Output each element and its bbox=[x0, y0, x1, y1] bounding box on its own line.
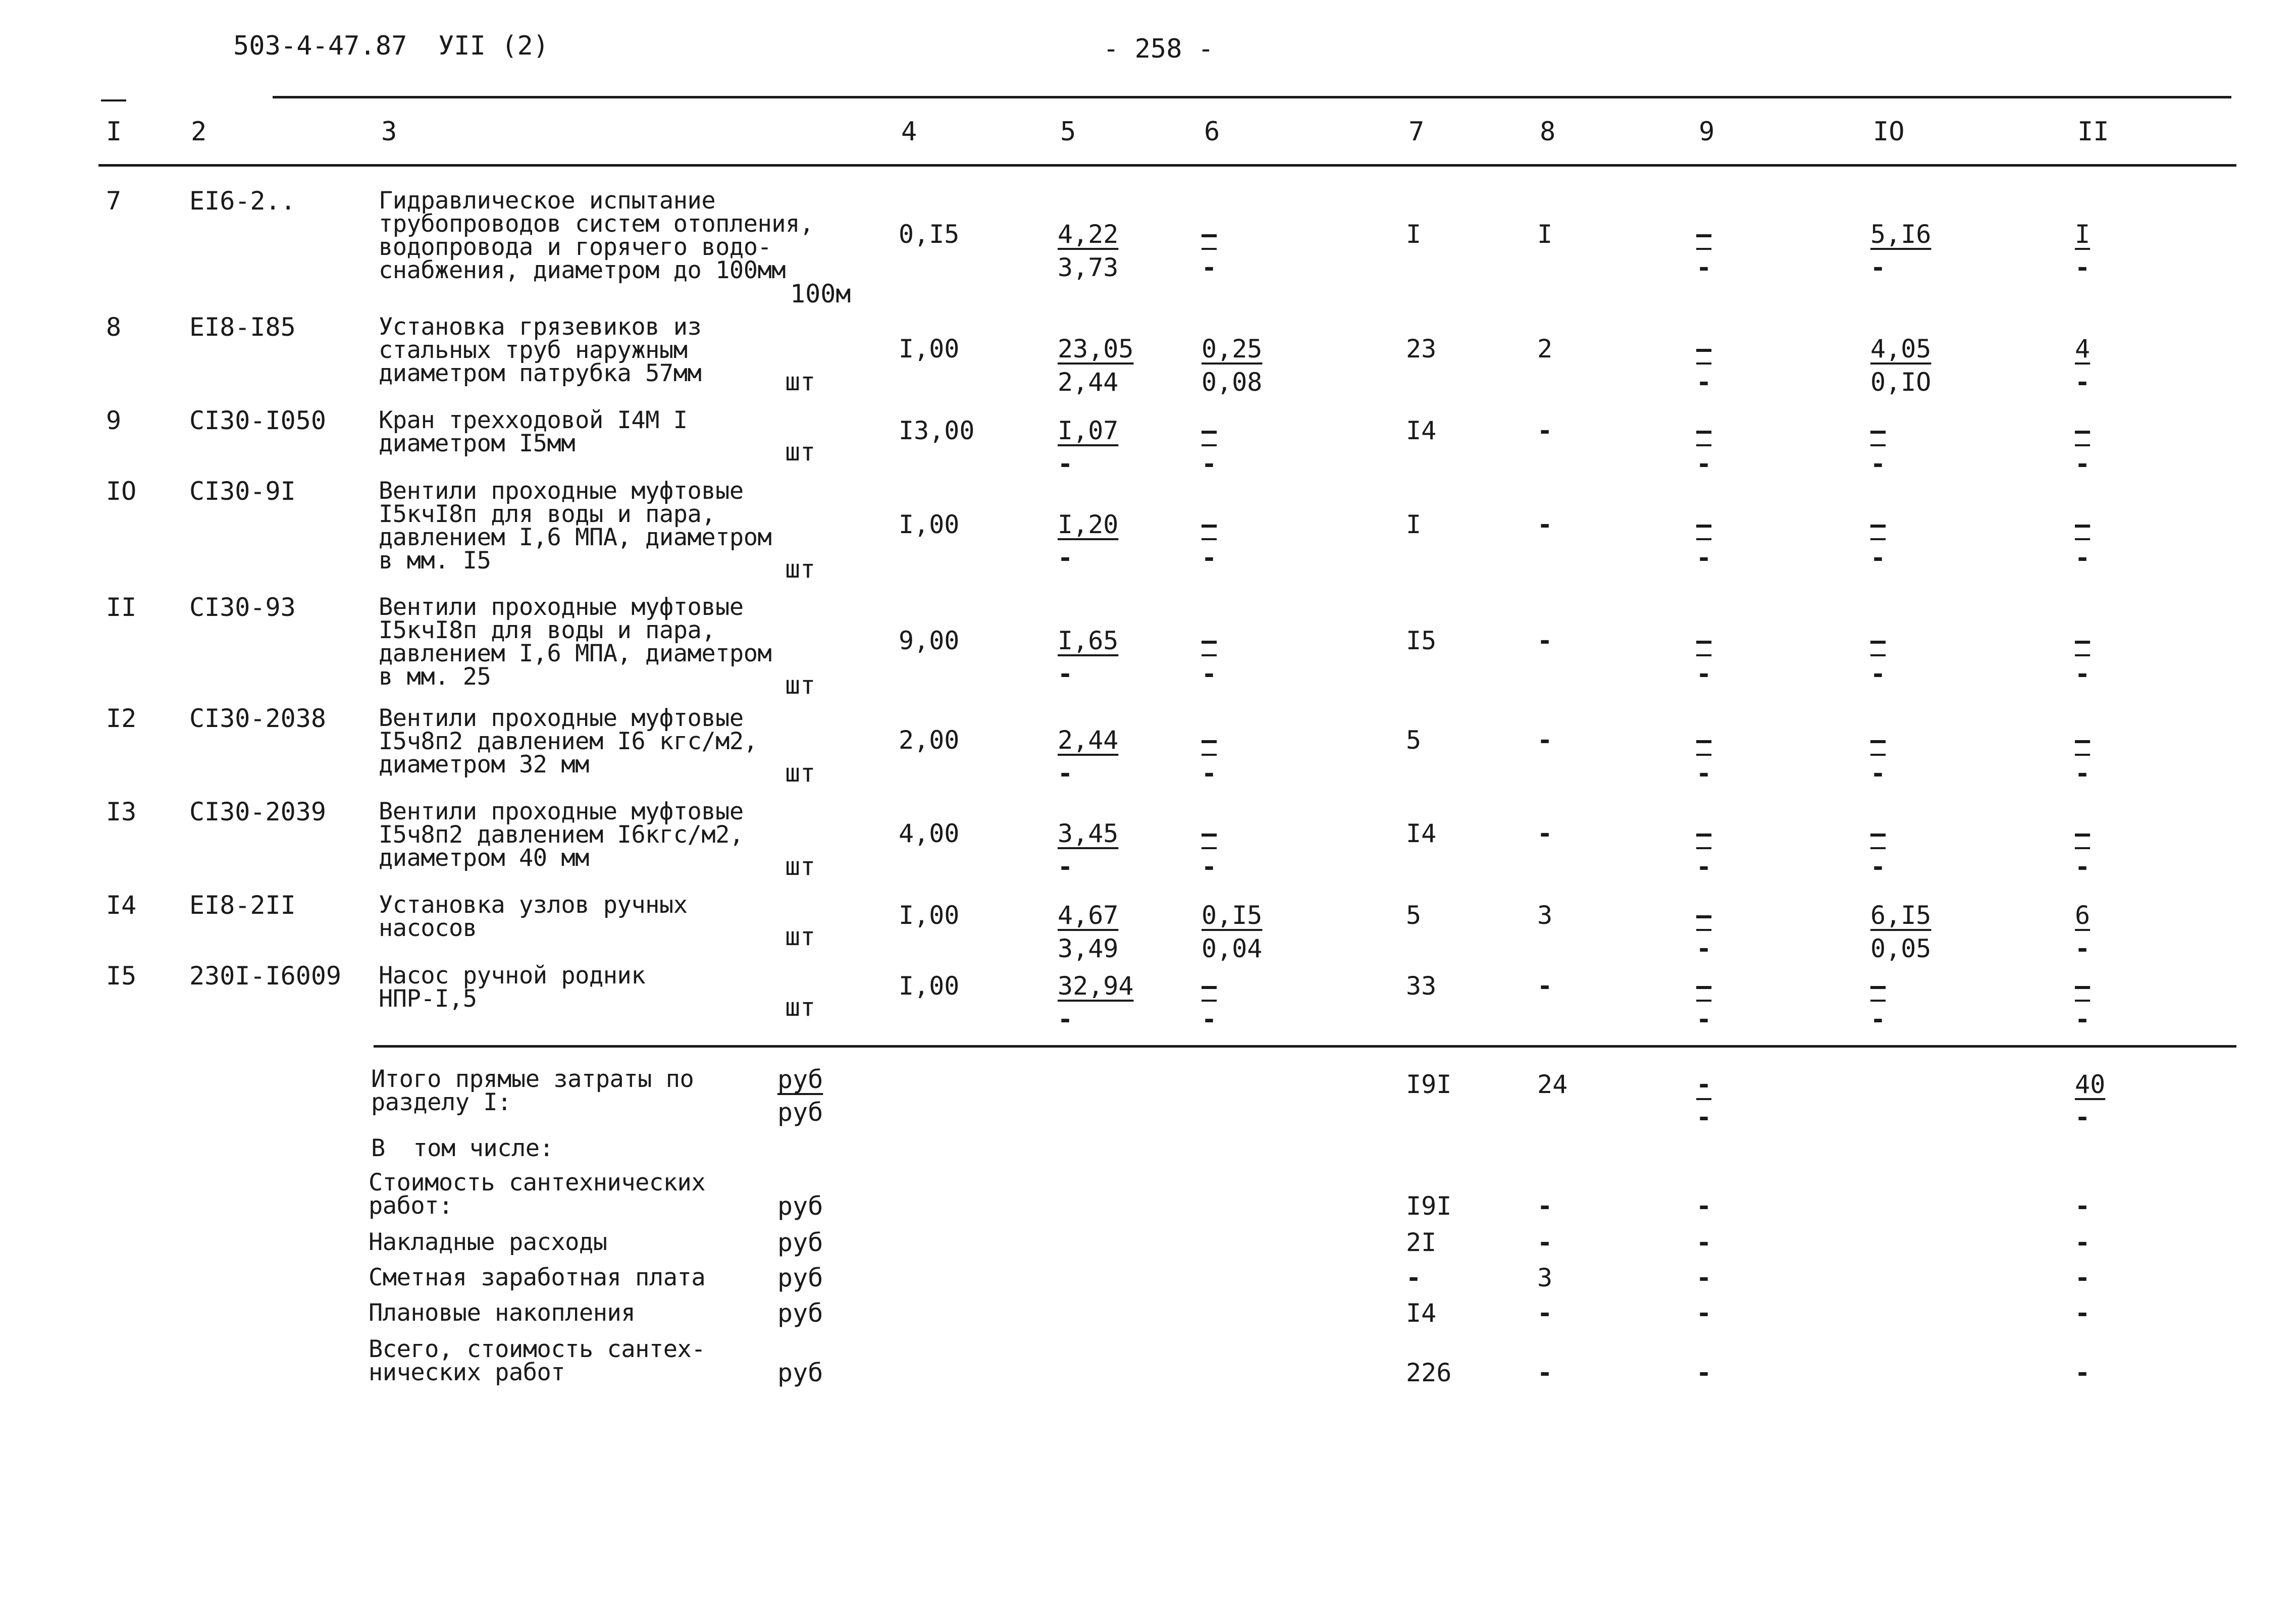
col9-value-top: – bbox=[1696, 626, 1712, 655]
row-number: I3 bbox=[106, 797, 137, 826]
unit-of-measure: шт bbox=[785, 437, 816, 466]
machine-cost-bottom: 0,08 bbox=[1202, 368, 1263, 397]
work-description: Установка узлов ручных насосов bbox=[379, 891, 688, 942]
work-description: Кран трехходовой I4М I диаметром I5мм bbox=[379, 406, 688, 457]
summary-label: Стоимость сантехнических работ: bbox=[369, 1169, 706, 1220]
col11-value-bottom: - bbox=[2075, 852, 2091, 881]
wage-cost: - bbox=[1537, 510, 1553, 539]
total-cost: 23 bbox=[1406, 334, 1437, 363]
summary-col7: 2I bbox=[1406, 1228, 1437, 1257]
col9-value-bottom: - bbox=[1696, 659, 1712, 689]
unit-of-measure: шт bbox=[785, 670, 816, 700]
row-number: IO bbox=[106, 477, 137, 506]
summary-label: Всего, стоимость сантех- нических работ bbox=[369, 1335, 706, 1386]
wage-cost: - bbox=[1537, 819, 1553, 848]
row-number: I2 bbox=[106, 704, 137, 733]
col11-value-bottom: - bbox=[2075, 449, 2091, 479]
unit-cost-bottom: - bbox=[1058, 449, 1073, 479]
summary-col11: - bbox=[2075, 1263, 2091, 1292]
col9-value-top: – bbox=[1696, 510, 1712, 539]
wage-cost: - bbox=[1537, 416, 1553, 445]
unit-cost-top: 32,94 bbox=[1058, 971, 1134, 1001]
machine-cost-top: – bbox=[1202, 510, 1217, 539]
summary-col11: - bbox=[2075, 1299, 2091, 1328]
col10-value-bottom: 0,05 bbox=[1870, 934, 1932, 963]
col11-value-top: – bbox=[2075, 416, 2091, 445]
summary-col11: - bbox=[2075, 1358, 2091, 1387]
machine-cost-bottom: - bbox=[1202, 1005, 1217, 1034]
rate-code: CI30-93 bbox=[189, 593, 296, 622]
machine-cost-top: – bbox=[1202, 971, 1217, 1001]
machine-cost-top: – bbox=[1202, 819, 1217, 848]
summary-label: Накладные расходы bbox=[369, 1228, 607, 1256]
summary-col9: - bbox=[1696, 1358, 1712, 1387]
col11-value-top: – bbox=[2075, 510, 2091, 539]
summary-col11: - bbox=[2075, 1228, 2091, 1257]
work-description: Вентили проходные муфтовые I5ч8п2 давлением I6 кгс/м2, диаметром 32 мм bbox=[379, 704, 758, 778]
unit-cost-bottom: 2,44 bbox=[1058, 368, 1119, 397]
quantity: I,00 bbox=[899, 510, 960, 539]
total-cost: I bbox=[1406, 220, 1422, 249]
rate-code: EI6-2.. bbox=[189, 186, 296, 216]
unit-cost-bottom: - bbox=[1058, 1005, 1073, 1034]
wage-cost: 3 bbox=[1537, 901, 1553, 930]
col9-value-bottom: - bbox=[1696, 543, 1712, 573]
machine-cost-bottom: - bbox=[1202, 659, 1217, 689]
totals-unit-top: руб bbox=[777, 1065, 823, 1094]
summary-label: Плановые накопления bbox=[369, 1299, 636, 1327]
unit-of-measure: шт bbox=[785, 922, 816, 951]
col10-value-top: – bbox=[1870, 416, 1886, 445]
rate-code: CI30-2038 bbox=[189, 704, 326, 733]
col11-value-top: – bbox=[2075, 626, 2091, 655]
totals-col9-bottom: - bbox=[1696, 1103, 1712, 1132]
column-header-6: 6 bbox=[1204, 117, 1220, 147]
col11-value-bottom: - bbox=[2075, 543, 2091, 573]
wage-cost: - bbox=[1537, 626, 1553, 655]
col9-value-top: – bbox=[1696, 220, 1712, 249]
unit-cost-bottom: 3,73 bbox=[1058, 253, 1119, 282]
work-description: Вентили проходные муфтовые I5кчI8п для воды и пара, давлением I,6 МПА, диаметром в мм. I5 bbox=[379, 477, 772, 575]
rate-code: 230I-I6009 bbox=[189, 961, 342, 991]
col9-value-top: – bbox=[1696, 901, 1712, 930]
unit-cost-top: I,07 bbox=[1058, 416, 1119, 445]
col11-value-top: 6 bbox=[2075, 901, 2091, 930]
col11-value-bottom: - bbox=[2075, 934, 2091, 963]
column-header-4: 4 bbox=[901, 117, 917, 147]
top-rule-stub bbox=[101, 99, 126, 101]
unit-of-measure: 100м bbox=[790, 279, 851, 308]
row-number: 7 bbox=[106, 186, 122, 216]
column-header-3: 3 bbox=[381, 117, 397, 147]
work-description: Вентили проходные муфтовые I5кчI8п для воды и пара, давлением I,6 МПА, диаметром в мм. 25 bbox=[379, 593, 772, 691]
machine-cost-top: 0,25 bbox=[1202, 334, 1263, 363]
col10-value-bottom: - bbox=[1870, 449, 1886, 479]
wage-cost: - bbox=[1537, 725, 1553, 755]
col9-value-bottom: - bbox=[1696, 368, 1712, 397]
work-description: Насос ручной родник НПР-I,5 bbox=[379, 962, 646, 1013]
summary-col7: 226 bbox=[1406, 1358, 1452, 1387]
col10-value-top: 6,I5 bbox=[1870, 901, 1932, 930]
summary-col8: - bbox=[1537, 1299, 1553, 1328]
col10-value-bottom: - bbox=[1870, 759, 1886, 788]
col11-value-bottom: - bbox=[2075, 659, 2091, 689]
totals-col9-top: - bbox=[1696, 1070, 1712, 1099]
summary-col9: - bbox=[1696, 1299, 1712, 1328]
unit-cost-bottom: - bbox=[1058, 759, 1073, 788]
machine-cost-bottom: - bbox=[1202, 543, 1217, 573]
col9-value-bottom: - bbox=[1696, 1005, 1712, 1034]
totals-label: Итого прямые затраты по разделу I: bbox=[371, 1065, 694, 1116]
unit-of-measure: шт bbox=[785, 367, 816, 396]
col9-value-bottom: - bbox=[1696, 449, 1712, 479]
quantity: 0,I5 bbox=[899, 220, 960, 249]
summary-unit: руб bbox=[777, 1358, 823, 1387]
totals-rule bbox=[374, 1045, 2236, 1048]
col10-value-top: 5,I6 bbox=[1870, 220, 1932, 249]
col9-value-top: – bbox=[1696, 725, 1712, 755]
machine-cost-bottom: - bbox=[1202, 253, 1217, 282]
summary-unit: руб bbox=[777, 1263, 823, 1292]
unit-of-measure: шт bbox=[785, 758, 816, 788]
row-number: II bbox=[106, 593, 137, 622]
header-bottom-rule bbox=[98, 164, 2236, 167]
col9-value-top: – bbox=[1696, 334, 1712, 363]
top-rule bbox=[273, 96, 2231, 98]
machine-cost-top: – bbox=[1202, 626, 1217, 655]
col10-value-bottom: - bbox=[1870, 543, 1886, 573]
total-cost: I bbox=[1406, 510, 1422, 539]
col9-value-bottom: - bbox=[1696, 759, 1712, 788]
totals-unit-bottom: руб bbox=[777, 1098, 823, 1127]
col9-value-top: – bbox=[1696, 819, 1712, 848]
summary-col8: - bbox=[1537, 1228, 1553, 1257]
column-header-7: 7 bbox=[1408, 117, 1425, 147]
column-header-9: 9 bbox=[1699, 117, 1715, 147]
summary-label: Сметная заработная плата bbox=[369, 1264, 706, 1291]
machine-cost-bottom: - bbox=[1202, 759, 1217, 788]
col11-value-top: – bbox=[2075, 971, 2091, 1001]
column-header-8: 8 bbox=[1540, 117, 1556, 147]
wage-cost: 2 bbox=[1537, 334, 1553, 363]
summary-col7: I4 bbox=[1406, 1299, 1437, 1328]
col11-value-bottom: - bbox=[2075, 253, 2091, 282]
col10-value-top: – bbox=[1870, 626, 1886, 655]
rate-code: CI30-9I bbox=[189, 477, 296, 506]
summary-col11: - bbox=[2075, 1191, 2091, 1221]
sheet-label: УII (2) bbox=[438, 31, 549, 61]
column-header-2: 2 bbox=[191, 117, 207, 147]
unit-of-measure: шт bbox=[785, 852, 816, 881]
col10-value-bottom: - bbox=[1870, 659, 1886, 689]
total-cost: I4 bbox=[1406, 819, 1437, 848]
total-cost: I4 bbox=[1406, 416, 1437, 445]
unit-of-measure: шт bbox=[785, 554, 816, 584]
summary-unit: руб bbox=[777, 1228, 823, 1257]
col10-value-bottom: - bbox=[1870, 852, 1886, 881]
total-cost: 5 bbox=[1406, 725, 1422, 755]
totals-col8: 24 bbox=[1537, 1070, 1568, 1099]
wage-cost: I bbox=[1537, 220, 1553, 249]
col10-value-top: – bbox=[1870, 725, 1886, 755]
summary-unit: руб bbox=[777, 1191, 823, 1221]
col10-value-top: 4,05 bbox=[1870, 334, 1932, 363]
quantity: 2,00 bbox=[899, 725, 960, 755]
col10-value-bottom: - bbox=[1870, 1005, 1886, 1034]
machine-cost-bottom: 0,04 bbox=[1202, 934, 1263, 963]
col9-value-bottom: - bbox=[1696, 852, 1712, 881]
col11-value-top: 4 bbox=[2075, 334, 2091, 363]
unit-of-measure: шт bbox=[785, 993, 816, 1022]
rate-code: CI30-I050 bbox=[189, 406, 326, 435]
summary-col8: - bbox=[1537, 1358, 1553, 1387]
unit-cost-top: 4,67 bbox=[1058, 901, 1119, 930]
machine-cost-top: 0,I5 bbox=[1202, 901, 1263, 930]
unit-cost-bottom: - bbox=[1058, 543, 1073, 573]
unit-cost-top: I,20 bbox=[1058, 510, 1119, 539]
unit-cost-top: 3,45 bbox=[1058, 819, 1119, 848]
col9-value-top: – bbox=[1696, 416, 1712, 445]
col10-value-top: – bbox=[1870, 819, 1886, 848]
row-number: 9 bbox=[106, 406, 122, 435]
col11-value-bottom: - bbox=[2075, 1005, 2091, 1034]
summary-unit: руб bbox=[777, 1299, 823, 1328]
summary-col9: - bbox=[1696, 1228, 1712, 1257]
col10-value-top: – bbox=[1870, 510, 1886, 539]
column-header-10: IO bbox=[1873, 117, 1905, 147]
work-description: Гидравлическое испытание трубопроводов систем отопления, водопровода и горячего водо- снабжения, диаметром до 100мм bbox=[379, 187, 814, 284]
machine-cost-top: – bbox=[1202, 725, 1217, 755]
total-cost: 33 bbox=[1406, 971, 1437, 1001]
unit-cost-top: 4,22 bbox=[1058, 220, 1119, 249]
page-number: - 258 - bbox=[1103, 34, 1214, 64]
work-description: Установка грязевиков из стальных труб наружным диаметром патрубка 57мм bbox=[379, 313, 702, 387]
totals-col11-top: 40 bbox=[2075, 1070, 2106, 1099]
col11-value-top: – bbox=[2075, 819, 2091, 848]
total-cost: 5 bbox=[1406, 901, 1422, 930]
col11-value-top: I bbox=[2075, 220, 2091, 249]
summary-col7: I9I bbox=[1406, 1191, 1452, 1221]
including-label: В том числе: bbox=[371, 1134, 554, 1162]
quantity: 4,00 bbox=[899, 819, 960, 848]
totals-col11-bottom: - bbox=[2075, 1103, 2091, 1132]
col9-value-bottom: - bbox=[1696, 934, 1712, 963]
machine-cost-top: – bbox=[1202, 220, 1217, 249]
column-header-1: I bbox=[106, 117, 122, 147]
unit-cost-top: I,65 bbox=[1058, 626, 1119, 655]
col10-value-bottom: - bbox=[1870, 253, 1886, 282]
unit-cost-top: 23,05 bbox=[1058, 334, 1134, 363]
rate-code: EI8-2II bbox=[189, 891, 296, 920]
summary-col9: - bbox=[1696, 1191, 1712, 1221]
summary-col9: - bbox=[1696, 1263, 1712, 1292]
rate-code: CI30-2039 bbox=[189, 797, 326, 826]
row-number: 8 bbox=[106, 313, 122, 342]
quantity: 9,00 bbox=[899, 626, 960, 655]
col11-value-bottom: - bbox=[2075, 759, 2091, 788]
machine-cost-top: – bbox=[1202, 416, 1217, 445]
machine-cost-bottom: - bbox=[1202, 449, 1217, 479]
unit-cost-top: 2,44 bbox=[1058, 725, 1119, 755]
quantity: I3,00 bbox=[899, 416, 975, 445]
rate-code: EI8-I85 bbox=[189, 313, 296, 342]
machine-cost-bottom: - bbox=[1202, 852, 1217, 881]
unit-cost-bottom: - bbox=[1058, 852, 1073, 881]
wage-cost: - bbox=[1537, 971, 1553, 1001]
column-header-5: 5 bbox=[1060, 117, 1076, 147]
total-cost: I5 bbox=[1406, 626, 1437, 655]
column-header-11: II bbox=[2077, 117, 2109, 147]
document-code: 503-4-47.87 bbox=[233, 31, 407, 61]
summary-col7: - bbox=[1406, 1263, 1422, 1292]
col9-value-bottom: - bbox=[1696, 253, 1712, 282]
col10-value-bottom: 0,IO bbox=[1870, 368, 1932, 397]
unit-cost-bottom: - bbox=[1058, 659, 1073, 689]
quantity: I,00 bbox=[899, 901, 960, 930]
unit-cost-bottom: 3,49 bbox=[1058, 934, 1119, 963]
totals-col7: I9I bbox=[1406, 1070, 1452, 1099]
col9-value-top: – bbox=[1696, 971, 1712, 1001]
summary-col8: - bbox=[1537, 1191, 1553, 1221]
row-number: I4 bbox=[106, 891, 137, 920]
quantity: I,00 bbox=[899, 334, 960, 363]
work-description: Вентили проходные муфтовые I5ч8п2 давлением I6кгс/м2, диаметром 40 мм bbox=[379, 798, 744, 872]
quantity: I,00 bbox=[899, 971, 960, 1001]
col11-value-bottom: - bbox=[2075, 368, 2091, 397]
row-number: I5 bbox=[106, 961, 137, 991]
col10-value-top: – bbox=[1870, 971, 1886, 1001]
summary-col8: 3 bbox=[1537, 1263, 1553, 1292]
col11-value-top: – bbox=[2075, 725, 2091, 755]
